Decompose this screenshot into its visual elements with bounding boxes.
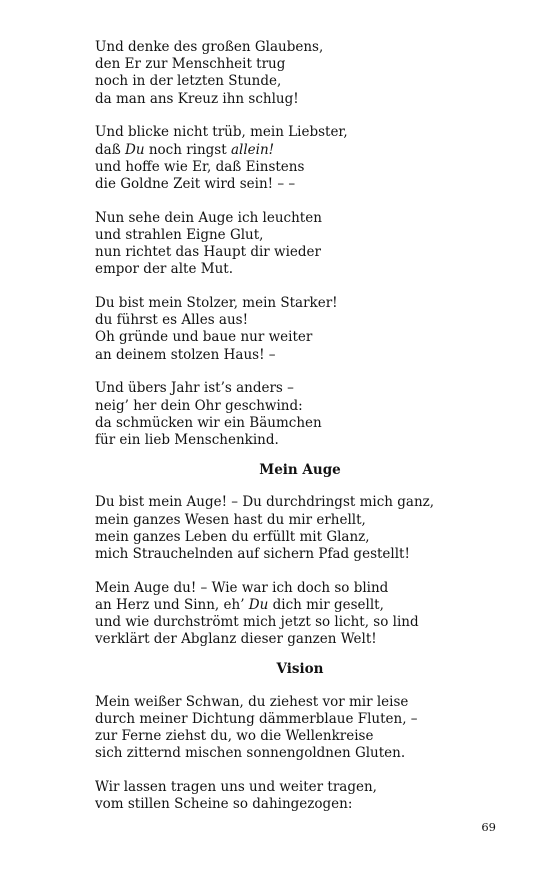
- text-span: Und übers Jahr ist’s anders –: [95, 380, 294, 397]
- text-span: verklärt der Abglanz dieser ganzen Welt!: [95, 631, 377, 648]
- text-span: mich Strauchelnden auf sichern Pfad gestellt!: [95, 545, 410, 562]
- text-span: die Goldne Zeit wird sein! – –: [95, 175, 296, 192]
- text-span: Mein Auge du! – Wie war ich doch so blind: [95, 579, 389, 596]
- verse-line: [95, 159, 505, 176]
- verse-line: [95, 415, 505, 432]
- page-number: 69: [481, 820, 496, 834]
- verse-line: [95, 312, 505, 329]
- text-span: daß: [95, 141, 125, 158]
- text-span: zur Ferne ziehst du, wo die Wellenkreise: [95, 727, 374, 744]
- text-span: den Er zur Menschheit trug: [95, 56, 286, 73]
- verse-line: [95, 244, 505, 261]
- stanza: [95, 694, 505, 763]
- text-span: und wie durchströmt mich jetzt so licht, so lind: [95, 614, 419, 631]
- stanza: [95, 494, 505, 563]
- text-span: noch in der letzten Stunde,: [95, 73, 282, 90]
- text-span: mein ganzes Wesen hast du mir erhellt,: [95, 511, 366, 528]
- text-span: Du bist mein Auge! – Du durchdringst mich ganz,: [95, 494, 435, 511]
- verse-line: [95, 494, 505, 511]
- text-span: du führst es Alles aus!: [95, 312, 249, 329]
- verse-line: [95, 227, 505, 244]
- stanza: [95, 580, 505, 649]
- verse-line: [95, 39, 505, 56]
- poem-mein-auge: [95, 494, 505, 648]
- text-span: nun richtet das Haupt dir wieder: [95, 244, 321, 261]
- text-span: vom stillen Scheine so dahingezogen:: [95, 796, 353, 813]
- italic-text: Du: [248, 596, 269, 613]
- text-span: noch ringst: [144, 141, 231, 158]
- stanza: [95, 39, 505, 108]
- text-span: durch meiner Dichtung dämmerblaue Fluten, –: [95, 710, 418, 727]
- verse-line: [95, 432, 505, 449]
- verse-line: [95, 728, 505, 745]
- text-span: dich mir gesellt,: [268, 596, 384, 613]
- verse-line: [95, 796, 505, 813]
- text-span: sich zitternd mischen sonnengoldnen Gluten.: [95, 745, 406, 762]
- stanza: [95, 295, 505, 364]
- verse-line: [95, 261, 505, 278]
- stanza: [95, 779, 505, 813]
- verse-line: [95, 745, 505, 762]
- verse-line: [95, 142, 505, 159]
- verse-line: [95, 295, 505, 312]
- text-span: Und blicke nicht trüb, mein Liebster,: [95, 124, 348, 141]
- poem-vision: [95, 694, 505, 814]
- verse-line: [95, 512, 505, 529]
- verse-line: [95, 546, 505, 563]
- poem-title-vision: Vision: [276, 661, 324, 678]
- stanza: [95, 210, 505, 279]
- italic-text: Du: [125, 141, 145, 158]
- verse-line: [95, 176, 505, 193]
- verse-line: [95, 529, 505, 546]
- verse-line: [95, 91, 505, 108]
- text-span: da man ans Kreuz ihn schlug!: [95, 90, 299, 107]
- text-span: und hoffe wie Er, daß Einstens: [95, 158, 305, 175]
- poem-title-mein-auge: Mein Auge: [259, 462, 341, 479]
- text-span: Mein weißer Schwan, du ziehest vor mir leise: [95, 693, 409, 710]
- text-span: an deinem stolzen Haus! –: [95, 346, 276, 363]
- verse-line: [95, 631, 505, 648]
- text-span: Du bist mein Stolzer, mein Starker!: [95, 295, 338, 312]
- italic-text: allein!: [230, 141, 275, 158]
- stanza: [95, 380, 505, 449]
- text-span: mein ganzes Leben du erfüllt mit Glanz,: [95, 528, 370, 545]
- verse-line: [95, 329, 505, 346]
- verse-line: [95, 614, 505, 631]
- text-span: empor der alte Mut.: [95, 261, 233, 278]
- stanza: [95, 124, 505, 193]
- verse-line: [95, 597, 505, 614]
- verse-line: [95, 711, 505, 728]
- verse-line: [95, 56, 505, 73]
- verse-line: [95, 779, 505, 796]
- text-span: Nun sehe dein Auge ich leuchten: [95, 209, 322, 226]
- text-span: Und denke des großen Glaubens,: [95, 39, 324, 55]
- verse-line: [95, 580, 505, 597]
- text-span: an Herz und Sinn, eh’: [95, 596, 249, 613]
- verse-line: [95, 380, 505, 397]
- book-page: [95, 39, 505, 813]
- text-span: für ein lieb Menschenkind.: [95, 431, 279, 448]
- poem-continuation: [95, 39, 505, 449]
- text-span: Wir lassen tragen uns und weiter tragen,: [95, 778, 377, 795]
- verse-line: [95, 73, 505, 90]
- verse-line: [95, 694, 505, 711]
- verse-line: [95, 210, 505, 227]
- verse-line: [95, 124, 505, 141]
- text-span: und strahlen Eigne Glut,: [95, 226, 264, 243]
- verse-line: [95, 398, 505, 415]
- text-span: da schmücken wir ein Bäumchen: [95, 414, 322, 431]
- text-span: Oh gründe und baue nur weiter: [95, 329, 313, 346]
- text-span: neig’ her dein Ohr geschwind:: [95, 397, 303, 414]
- verse-line: [95, 347, 505, 364]
